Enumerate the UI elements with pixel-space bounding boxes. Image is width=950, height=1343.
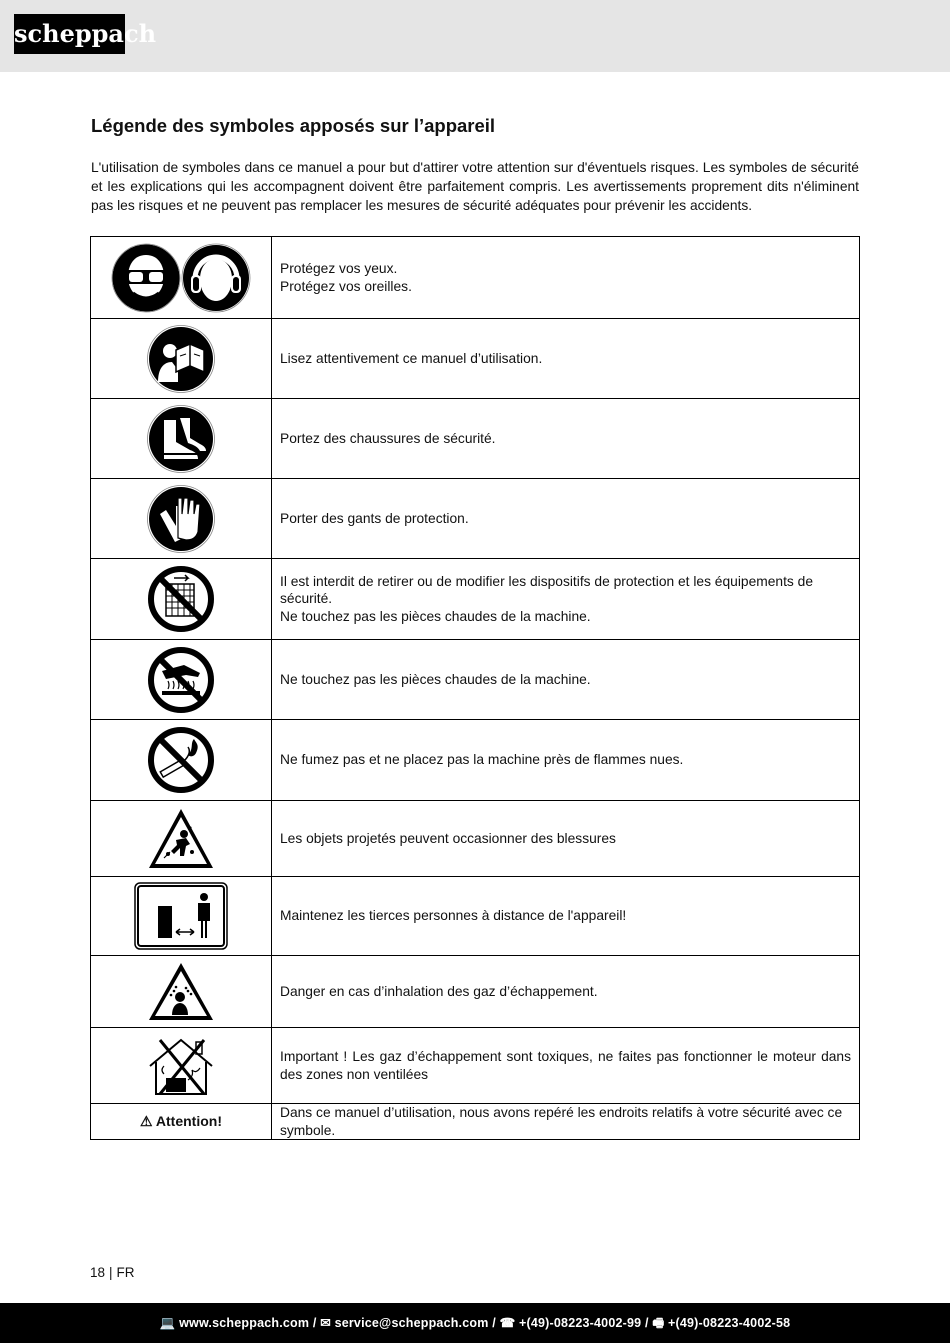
exhaust-gas-warning-icon [146,961,216,1023]
symbol-description [272,479,860,559]
symbol-cell [91,479,272,559]
symbol-description [272,399,860,479]
footer-separator: / [309,1316,321,1330]
table-row [91,479,860,559]
description-line: Ne touchez pas les pièces chaudes de la machine. [280,671,591,687]
description-line: Protégez vos oreilles. [280,278,412,294]
safety-boots-icon [146,404,216,474]
table-row [91,801,860,877]
table-row [91,319,860,399]
description-line: Danger en cas d’inhalation des gaz d’échappement. [280,983,598,999]
description-line: Maintenez les tierces personnes à distance de l'appareil! [280,908,627,924]
attention-label: ⚠ Attention! [91,1104,272,1140]
symbol-cell [91,319,272,399]
table-row [91,1028,860,1104]
symbol-cell [91,956,272,1028]
symbol-description [272,640,860,720]
symbol-description [272,801,860,877]
symbol-cell [91,720,272,801]
footer-fax: 🖷 +(49)-08223-4002-58 [652,1316,791,1330]
page-title: Légende des symboles apposés sur l’appareil [91,115,496,136]
description-line: Important ! Les gaz d’échappement sont toxiques, ne faites pas fonctionner le moteur dans des zones non ventilées [280,1049,851,1082]
symbol-description [272,237,860,319]
description-line: Protégez vos yeux. [280,261,398,276]
symbol-description [272,319,860,399]
description-line: Lisez attentivement ce manuel d’utilisation. [280,350,543,366]
eye-ear-protection-icon [111,243,251,313]
keep-distance-icon [134,882,228,950]
page-language: FR [116,1265,135,1280]
flying-objects-warning-icon [146,806,216,872]
header-band [0,0,950,72]
footer-separator: / [488,1316,500,1330]
symbol-cell [91,801,272,877]
symbol-description [272,720,860,801]
no-smoking-icon [146,725,216,795]
description-line: Ne touchez pas les pièces chaudes de la machine. [280,608,591,624]
table-row [91,559,860,640]
symbol-legend-table [90,236,860,1140]
footer-email-link[interactable]: ✉ service@scheppach.com [320,1316,489,1330]
symbol-description [272,877,860,956]
table-row [91,399,860,479]
description-line: Porter des gants de protection. [280,510,469,526]
footer-separator: / [641,1316,653,1330]
footer-website-link[interactable]: 💻 www.scheppach.com [159,1316,310,1330]
description-line: Portez des chaussures de sécurité. [280,430,496,446]
table-row [91,640,860,720]
attention-text: Dans ce manuel d’utilisation, nous avons repéré les endroits relatifs à votre sécurité avec ce symbole. [272,1104,860,1140]
table-row [91,720,860,801]
no-removing-guards-icon [146,564,216,634]
protective-gloves-icon [146,484,216,554]
no-touch-hot-surface-icon [146,645,216,715]
symbol-description [272,956,860,1028]
symbol-cell [91,1028,272,1104]
table-row [91,877,860,956]
footer-phone: ☎ +(49)-08223-4002-99 [499,1316,642,1330]
footer-bar [0,1303,950,1343]
symbol-cell [91,237,272,319]
description-line: Les objets projetés peuvent occasionner des blessures [280,830,616,846]
symbol-cell [91,399,272,479]
read-manual-icon [146,324,216,394]
symbol-cell [91,877,272,956]
table-row [91,956,860,1028]
symbol-description [272,559,860,640]
page-number: 18 | FR [90,1265,135,1280]
description-line: Il est interdit de retirer ou de modifier les dispositifs de protection et les équipements de sécurité. [280,573,813,607]
attention-row [91,1104,860,1140]
page-number-value: 18 [90,1265,106,1280]
symbol-cell [91,640,272,720]
description-line: Ne fumez pas et ne placez pas la machine près de flammes nues. [280,752,684,768]
brand-logo: scheppach [14,14,125,54]
intro-paragraph: L'utilisation de symboles dans ce manuel a pour but d'attirer votre attention sur d'éventuels risques. Les symboles de sécurité et les explications qui les accompagnent doivent être parfaitement compris. Les avertissements proprement dits n'éliminent pas les risques et ne peuvent pas remplacer les mesures de sécurité adéquates pour prévenir les accidents. [91,160,859,213]
symbol-cell [91,559,272,640]
no-indoor-operation-icon [146,1034,216,1098]
symbol-description [272,1028,860,1104]
table-row [91,237,860,319]
